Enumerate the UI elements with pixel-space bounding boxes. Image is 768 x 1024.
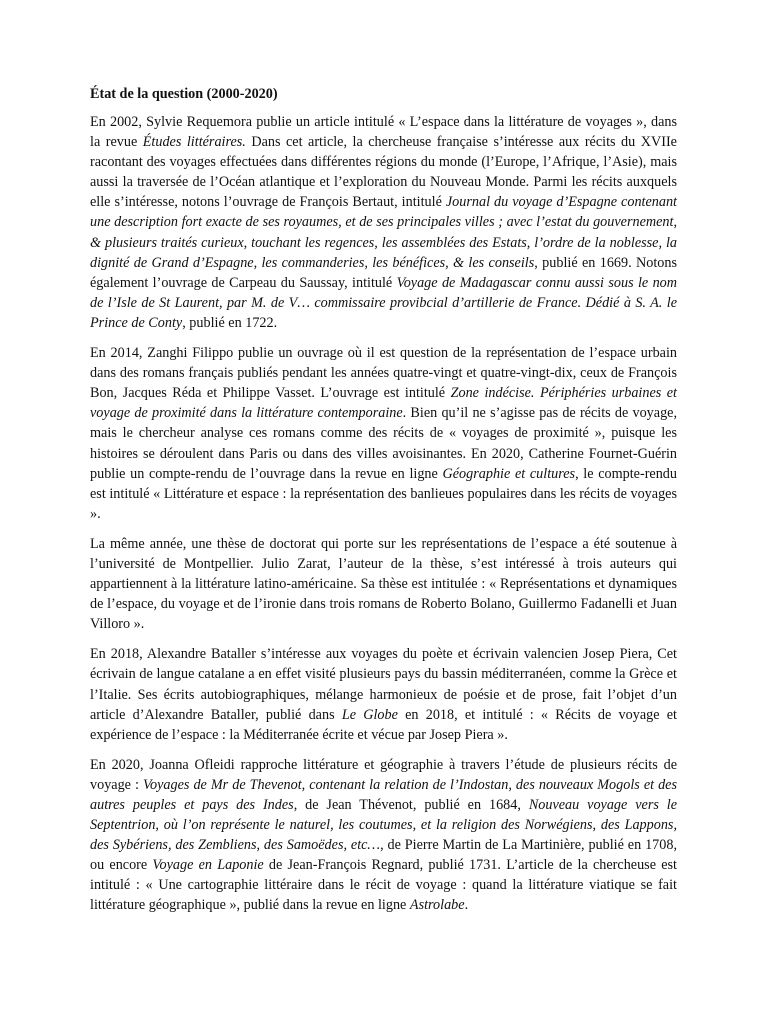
italic-title: Voyage de Madagascar connu aussi sous le nom de l’Isle de St Laurent, par M. de V… commissaire provibcial d’artillerie de France. Dédié à S. A. le Prince de Conty	[90, 274, 677, 331]
text-run: En 2014, Zanghi Filippo publie un ouvrage où il est question de la représentation de l’espace urbain dans des romans français publiés pendant les années quatre-vingt et quatre-vingt-dix, ceux de François Bon, Jacques Réda et Philippe Vasset. L’ouvrage est intitulé	[90, 345, 677, 402]
text-run: Dans cet article, la chercheuse française s’intéresse aux récits du XVIIe racontant des voyages effectuées dans différentes régions du monde (l’Europe, l’Afrique, l’Asie), mais aussi la traversée de l’Océan atlantique et l’exploration du Nouveau Monde. Parmi les récits auxquels elle s’intéresse, notons l’ouvrage de François Bertaut, intitulé	[90, 134, 677, 211]
paragraph-zanghi	[90, 343, 677, 524]
italic-title: Le Globe	[341, 706, 398, 723]
paragraph-zarat	[90, 534, 677, 634]
section-heading: État de la question (2000-2020)	[90, 86, 278, 102]
italic-title: Voyages de Mr de Thevenot, contenant la relation de l’Indostan, des nouveaux Mogols et des autres peuples et pays des Indes	[90, 776, 677, 813]
text-run: En 2002, Sylvie Requemora publie un article intitulé « L’espace dans la littérature de voyages », dans la revue	[90, 114, 677, 151]
text-run: , de Jean Thévenot, publié en 1684,	[293, 797, 529, 813]
italic-title: Nouveau voyage vers le Septentrion, où l’on représente le naturel, les coutumes, et la religion des Norwégiens, des Lappons, des Sybériens, des Zembliens, des Samoëdes, etc…	[90, 797, 678, 854]
paragraph-ofleidi	[90, 755, 677, 916]
document-page	[90, 84, 677, 926]
text-run: , le compte-rendu est intitulé « Littérature et espace : la représentation des banlieues populaires dans les récits de voyages ».	[90, 465, 677, 522]
text-run: de Jean-François Regnard, publié 1731. L’article de la chercheuse est intitulé : « Une cartographie littéraire dans le récit de voyage : quand la littérature viatique se fait littérature géographique », publié dans la revue en ligne	[90, 857, 677, 914]
text-run: . Bien qu’il ne s’agisse pas de récits de voyage, mais le chercheur analyse ces romans comme des récits de « voyages de proximité », puisque les histoires se déroulent dans Paris ou dans des villes avoisinantes. En 2020, Catherine Fournet-Guérin publie un compte-rendu de l’ouvrage dans la revue en ligne	[90, 405, 678, 482]
italic-title: Géographie et cultures	[442, 465, 576, 482]
text-run: En 2020, Joanna Ofleidi rapproche littérature et géographie à travers l’étude de plusieurs récits de voyage :	[90, 756, 677, 793]
paragraph-bataller	[90, 644, 677, 744]
text-run: En 2018, Alexandre Bataller s’intéresse aux voyages du poète et écrivain valencien Josep Piera, Cet écrivain de langue catalane a en effet visité plusieurs pays du bassin méditerranéen, comme la Grèce et l’Italie. Ses écrits autobiographiques, mélange harmonieux de poésie et de prose, fait l’objet d’un article d’Alexandre Bataller, publié dans	[90, 646, 677, 723]
text-run: , publié en 1669. Notons également l’ouvrage de Carpeau du Saussay, intitulé	[90, 254, 677, 291]
text-run: , publié en 1722.	[182, 314, 278, 331]
italic-title: Journal du voyage d’Espagne contenant une description fort exacte de ses royaumes, et de ses principales villes ; avec l’estat du gouvernement, & plusieurs traités curieux, touchant les regences, les assemblées des Estats, l’ordre de la noblesse, la dignité de Grand d’Espagne, les commanderies, les bénéfices, & les conseils	[90, 194, 677, 271]
text-run: en 2018, et intitulé : « Récits de voyage et expérience de l’espace : la Méditerranée écrite et vécue par Josep Piera ».	[90, 706, 677, 743]
text-run: .	[464, 897, 469, 914]
italic-title: Voyage en Laponie	[152, 857, 264, 874]
text-run: La même année, une thèse de doctorat qui porte sur les représentations de l’espace a été soutenue à l’université de Montpellier. Julio Zarat, l’auteur de la thèse, s’est intéressé à trois auteurs qui appartiennent à la littérature latino-américaine. Sa thèse est intitulée : « Représentations et dynamiques de l’espace, du voyage et de l’ironie dans trois romans de Roberto Bolano, Guillermo Fadanelli et Juan Villoro ».	[90, 535, 677, 633]
text-run: , de Pierre Martin de La Martinière, publié en 1708, ou encore	[90, 837, 677, 874]
paragraph-requemora	[90, 112, 677, 333]
italic-title: Astrolabe	[409, 897, 465, 914]
italic-title: Études littéraires.	[142, 134, 246, 151]
italic-title: Zone indécise. Périphéries urbaines et voyage de proximité dans la littérature contemporaine	[90, 385, 677, 422]
